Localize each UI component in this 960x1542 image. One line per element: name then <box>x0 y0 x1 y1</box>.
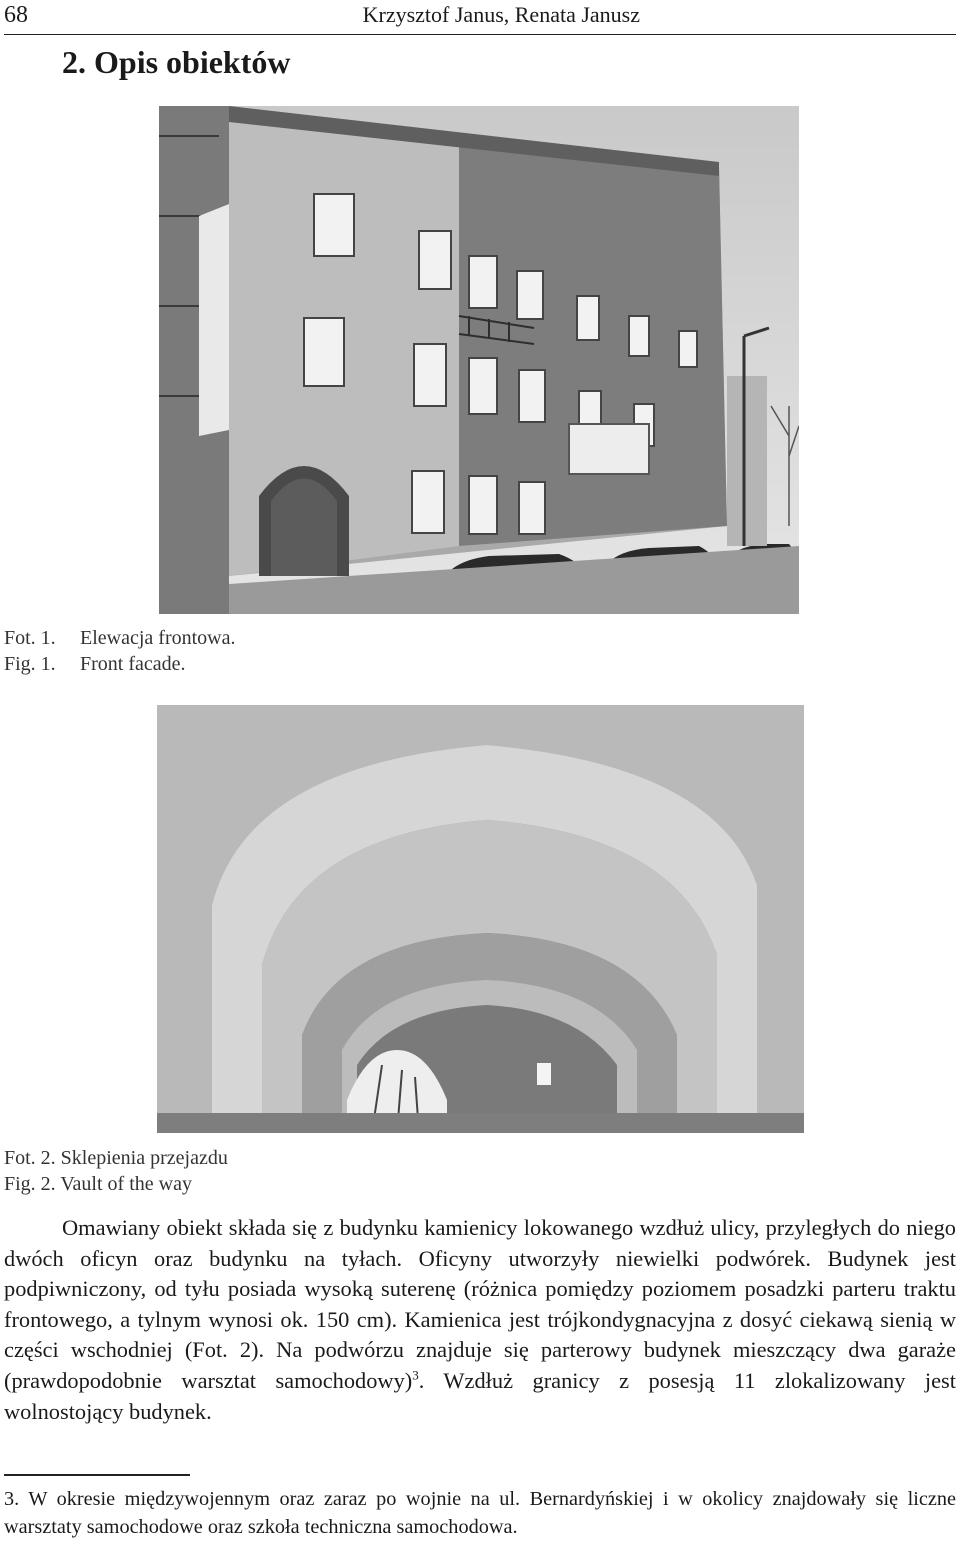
page-header <box>4 0 956 35</box>
photo1-caption <box>4 625 235 677</box>
photo1-caption-en-label: Fig. 1. <box>4 653 56 675</box>
photo2-caption-pl: Fot. 2. Sklepienia przejazdu <box>4 1147 228 1169</box>
footnote-reference[interactable]: 3 <box>412 1367 419 1383</box>
photo2-caption-en: Fig. 2. Vault of the way <box>4 1173 192 1195</box>
footnote-divider <box>4 1474 190 1476</box>
footnote: 3. W okresie międzywojennym oraz zaraz po wojnie na ul. Bernardyńskiej i w okolicy znajdowały się liczne warsztaty samochodowe oraz szkoła techniczna samochodowa. <box>4 1488 956 1538</box>
vault-passage-photo <box>157 705 804 1133</box>
front-facade-photo <box>159 106 799 614</box>
page-number: 68 <box>4 2 28 28</box>
photo1-caption-pl: Elewacja frontowa. <box>80 627 236 649</box>
photo1-caption-en: Front facade. <box>80 653 186 675</box>
photo2-caption <box>4 1145 228 1197</box>
photo1-caption-pl-label: Fot. 1. <box>4 627 56 649</box>
body-paragraph <box>4 1213 956 1427</box>
section-title: 2. Opis obiektów <box>62 44 291 80</box>
running-head-authors: Krzysztof Janus, Renata Janusz <box>362 2 640 27</box>
body-paragraph-main: Omawiany obiekt składa się z budynku kamienicy lokowanego wzdłuż ulicy, przyległych do niego dwóch oficyn oraz budynku na tyłach. Oficyny utworzyły niewielki podwórek. Budynek jest podpiwniczony, od tyłu posiada wysoką suterenę (różnica pomiędzy poziomem posadzki parteru traktu frontowego, a tylnym wynosi ok. 150 cm). Kamienica jest trójkondygnacyjna z dosyć ciekawą sienią w części wschodniej (Fot. 2). Na podwórzu znajduje się parterowy budynek mieszczący dwa garaże (prawdopodobnie warsztat samochodowy) <box>4 1215 956 1393</box>
body-paragraph-end: . Wzdłuż granicy z posesją 11 zlokalizowany jest wolnostojący budynek. <box>4 1367 956 1424</box>
